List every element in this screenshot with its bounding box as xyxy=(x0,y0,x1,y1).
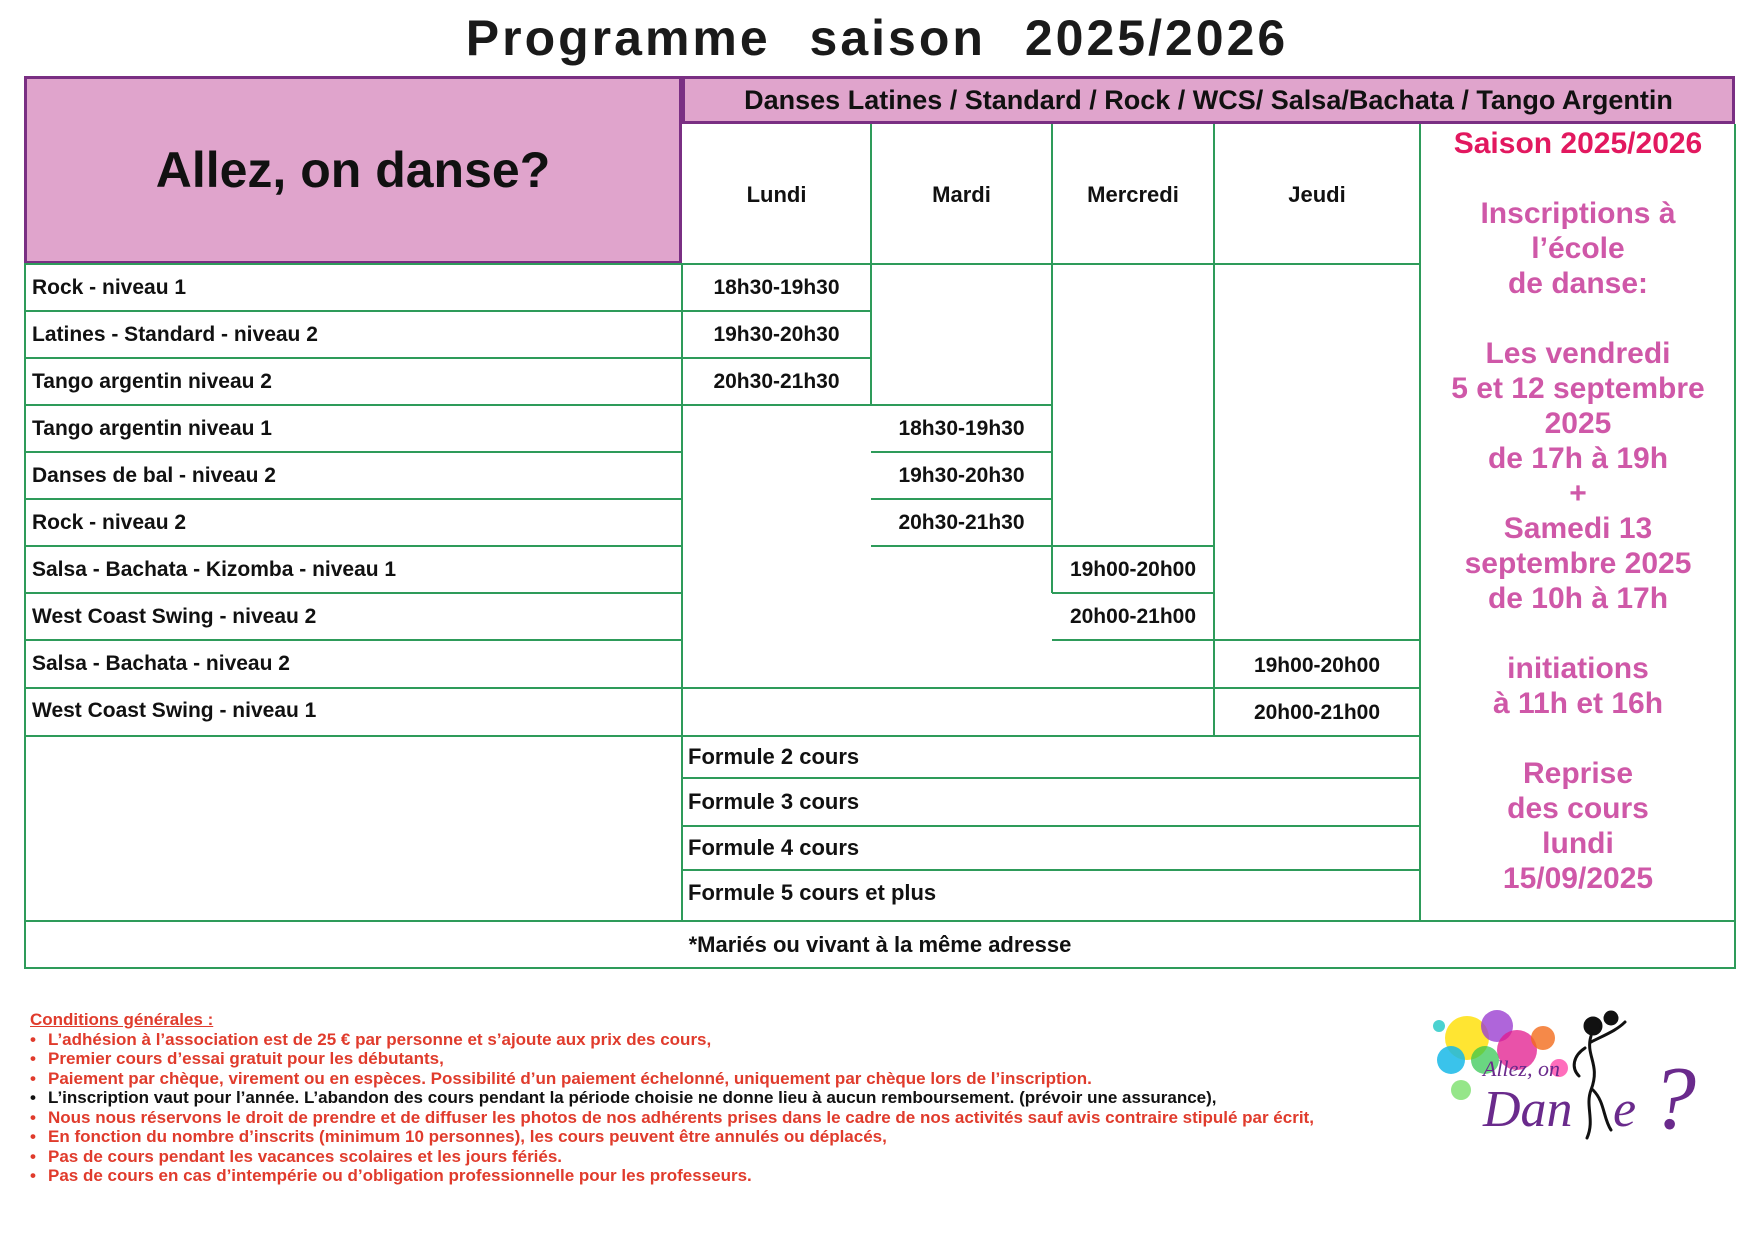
grid-line xyxy=(1052,592,1214,594)
formule-item: Formule 5 cours et plus xyxy=(688,880,937,905)
course-time: 20h30-21h30 xyxy=(713,369,840,393)
season-label: Saison 2025/2026 xyxy=(1453,127,1703,160)
logo-text: ? xyxy=(1651,1049,1696,1148)
course-name: West Coast Swing - niveau 1 xyxy=(32,699,317,722)
logo-text: Allez, on xyxy=(1483,1056,1560,1081)
condition-item: • L’inscription vaut pour l’année. L’abandon des cours pendant la période choisie ne donne lieu à aucun remboursement. (prévoir une assurance), xyxy=(30,1088,1430,1108)
grid-line xyxy=(1051,124,1053,593)
registration-info xyxy=(1420,126,1736,916)
inscriptions-line: de danse: xyxy=(1507,267,1649,300)
grid-line xyxy=(24,264,26,968)
reprise-line: Reprise xyxy=(1522,757,1634,790)
course-name: Latines - Standard - niveau 2 xyxy=(32,322,318,346)
logo-text: Dan xyxy=(1483,1081,1573,1138)
dates-line: septembre 2025 xyxy=(1464,547,1692,580)
grid-line xyxy=(24,404,1052,406)
condition-item: • En fonction du nombre d’inscrits (minimum 10 personnes), les cours peuvent être annulés ou déplacés, xyxy=(30,1127,1430,1147)
condition-item: • Pas de cours pendant les vacances scolaires et les jours fériés. xyxy=(30,1147,1430,1167)
grid-line xyxy=(681,264,683,921)
headline-box: Allez, on danse? xyxy=(24,76,682,264)
inscriptions-line: Inscriptions à xyxy=(1480,197,1676,230)
course-time: 20h00-21h00 xyxy=(1253,701,1381,724)
course-name: West Coast Swing - niveau 2 xyxy=(32,604,317,628)
school-logo xyxy=(1425,998,1715,1158)
day-header-lundi: Lundi xyxy=(746,182,807,207)
paint-splash xyxy=(1433,1020,1445,1032)
grid-line xyxy=(871,498,1052,500)
initiations-line: à 11h et 16h xyxy=(1492,687,1664,720)
course-time: 19h30-20h30 xyxy=(713,322,840,346)
grid-line xyxy=(24,310,871,312)
initiations-line: initiations xyxy=(1507,652,1649,685)
grid-line xyxy=(24,920,1736,922)
course-name: Rock - niveau 2 xyxy=(32,510,187,534)
day-header-mercredi: Mercredi xyxy=(1087,182,1179,207)
dance-categories: Danses Latines / Standard / Rock / WCS/ Salsa/Bachata / Tango Argentin xyxy=(682,76,1735,124)
grid-line xyxy=(1052,639,1420,641)
paint-splash xyxy=(1451,1080,1471,1100)
grid-line xyxy=(871,545,1214,547)
dates-line: de 17h à 19h xyxy=(1487,442,1669,475)
course-name: Rock - niveau 1 xyxy=(32,275,187,299)
grid-line xyxy=(24,498,682,500)
grid-line xyxy=(24,639,682,641)
paint-splash xyxy=(1531,1026,1555,1050)
course-time: 20h30-21h30 xyxy=(898,510,1025,534)
grid-line xyxy=(682,777,1420,779)
grid-line xyxy=(24,357,871,359)
reprise-line: des cours xyxy=(1507,792,1649,825)
course-time: 18h30-19h30 xyxy=(898,416,1025,440)
condition-item: • Premier cours d’essai gratuit pour les débutants, xyxy=(30,1049,1430,1069)
condition-item: • Nous nous réservons le droit de prendre et de diffuser les photos de nos adhérents prises dans le cadre de nos activités sauf avis contraire stipulé par écrit, xyxy=(30,1108,1430,1128)
conditions-list xyxy=(30,1030,1430,1186)
dates-line: 2025 xyxy=(1544,407,1612,440)
logo-artwork xyxy=(1425,998,1715,1158)
general-conditions xyxy=(30,1010,1430,1186)
inscriptions-line: l’école xyxy=(1531,232,1625,265)
dates-line: 5 et 12 septembre xyxy=(1451,372,1705,405)
grid-line xyxy=(870,124,872,405)
footnote: *Mariés ou vivant à la même adresse xyxy=(688,932,1072,957)
conditions-heading: Conditions générales : xyxy=(30,1010,214,1029)
reprise-line: 15/09/2025 xyxy=(1502,862,1654,895)
course-time: 19h00-20h00 xyxy=(1069,557,1197,581)
dates-line: + xyxy=(1569,477,1587,510)
formule-item: Formule 4 cours xyxy=(688,835,860,860)
reprise-line: lundi xyxy=(1542,827,1614,860)
grid-line xyxy=(24,263,682,265)
course-name: Tango argentin niveau 2 xyxy=(32,369,272,393)
course-name: Salsa - Bachata - Kizomba - niveau 1 xyxy=(32,557,397,581)
grid-line xyxy=(24,735,1420,737)
course-time: 19h00-20h00 xyxy=(1253,654,1381,677)
formule-item: Formule 2 cours xyxy=(688,744,860,769)
dates-line: Samedi 13 xyxy=(1503,512,1653,545)
course-name: Tango argentin niveau 1 xyxy=(32,416,272,440)
grid-line xyxy=(24,545,682,547)
grid-line xyxy=(24,967,1736,969)
grid-line xyxy=(682,825,1420,827)
condition-item: • L’adhésion à l’association est de 25 € par personne et s’ajoute aux prix des cours, xyxy=(30,1030,1430,1050)
page-title: Programme saison 2025/2026 xyxy=(465,10,1289,66)
course-name: Danses de bal - niveau 2 xyxy=(32,463,276,487)
formule-item: Formule 3 cours xyxy=(688,789,860,814)
grid-line xyxy=(24,451,682,453)
grid-line xyxy=(1213,124,1215,736)
dates-line: Les vendredi xyxy=(1485,337,1671,370)
grid-line xyxy=(24,592,682,594)
day-header-jeudi: Jeudi xyxy=(1288,182,1346,207)
dates-line: de 10h à 17h xyxy=(1487,582,1669,615)
condition-item: • Paiement par chèque, virement ou en espèces. Possibilité d’un paiement échelonné, uniquement par chèque lors de l’inscription. xyxy=(30,1069,1430,1089)
day-header-mardi: Mardi xyxy=(932,182,991,207)
course-name: Salsa - Bachata - niveau 2 xyxy=(32,652,290,675)
grid-line xyxy=(682,869,1420,871)
course-time: 19h30-20h30 xyxy=(898,463,1025,487)
grid-line xyxy=(871,451,1052,453)
logo-text: e xyxy=(1613,1081,1637,1138)
condition-item: • Pas de cours en cas d’intempérie ou d’obligation professionnelle pour les professeurs. xyxy=(30,1166,1430,1186)
course-time: 18h30-19h30 xyxy=(713,275,840,299)
grid-line xyxy=(24,687,1420,689)
course-time: 20h00-21h00 xyxy=(1069,604,1197,628)
paint-splash xyxy=(1437,1046,1465,1074)
